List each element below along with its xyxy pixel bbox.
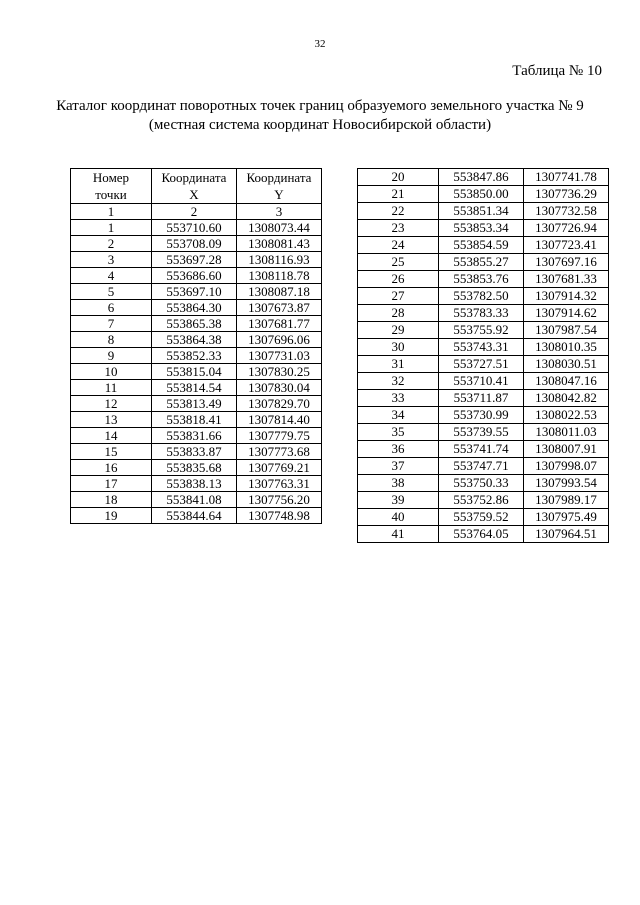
header-coord-y-line1: Координата — [246, 170, 312, 185]
coord-y-cell: 1308081.43 — [237, 236, 322, 252]
coord-x-cell: 553831.66 — [152, 428, 237, 444]
column-number-row — [71, 204, 322, 220]
coord-y-cell: 1307914.62 — [524, 305, 609, 322]
header-row — [71, 169, 322, 204]
point-number-cell: 3 — [71, 252, 152, 268]
point-number-cell: 41 — [358, 526, 439, 543]
table-row — [71, 508, 322, 524]
coord-y-cell: 1307830.04 — [237, 380, 322, 396]
point-number-cell: 20 — [358, 169, 439, 186]
table-row — [71, 284, 322, 300]
coord-x-cell: 553833.87 — [152, 444, 237, 460]
coord-y-cell: 1308118.78 — [237, 268, 322, 284]
header-point-number — [71, 169, 152, 204]
coord-y-cell: 1307829.70 — [237, 396, 322, 412]
coord-y-cell: 1307964.51 — [524, 526, 609, 543]
point-number-cell: 16 — [71, 460, 152, 476]
coordinates-table-left — [70, 168, 322, 524]
table-row — [358, 322, 609, 339]
coord-x-cell: 553853.34 — [439, 220, 524, 237]
coord-y-cell: 1307681.77 — [237, 316, 322, 332]
coord-y-cell: 1307975.49 — [524, 509, 609, 526]
table-row — [358, 169, 609, 186]
table-row — [358, 492, 609, 509]
coord-x-cell: 553864.30 — [152, 300, 237, 316]
coord-x-cell: 553730.99 — [439, 407, 524, 424]
table-row — [358, 186, 609, 203]
coord-y-cell: 1308011.03 — [524, 424, 609, 441]
coord-y-cell: 1308087.18 — [237, 284, 322, 300]
point-number-cell: 6 — [71, 300, 152, 316]
header-coord-x-line1: Координата — [161, 170, 227, 185]
point-number-cell: 29 — [358, 322, 439, 339]
coord-x-cell: 553747.71 — [439, 458, 524, 475]
table-row — [358, 305, 609, 322]
table-row — [358, 390, 609, 407]
column-number-2: 2 — [152, 204, 237, 220]
coord-x-cell: 553711.87 — [439, 390, 524, 407]
table-row — [358, 441, 609, 458]
coord-x-cell: 553854.59 — [439, 237, 524, 254]
coord-y-cell: 1307696.06 — [237, 332, 322, 348]
table-row — [71, 444, 322, 460]
coord-x-cell: 553847.86 — [439, 169, 524, 186]
coord-y-cell: 1307987.54 — [524, 322, 609, 339]
coord-x-cell: 553782.50 — [439, 288, 524, 305]
point-number-cell: 25 — [358, 254, 439, 271]
coord-x-cell: 553708.09 — [152, 236, 237, 252]
header-coord-x — [152, 169, 237, 204]
coord-y-cell: 1307726.94 — [524, 220, 609, 237]
coord-y-cell: 1307736.29 — [524, 186, 609, 203]
table-row — [358, 237, 609, 254]
coord-y-cell: 1307756.20 — [237, 492, 322, 508]
table-row — [71, 380, 322, 396]
coord-y-cell: 1307773.68 — [237, 444, 322, 460]
coordinates-table-right — [357, 168, 609, 543]
table-row — [71, 428, 322, 444]
point-number-cell: 11 — [71, 380, 152, 396]
page-number: 32 — [314, 38, 326, 50]
table-row — [71, 316, 322, 332]
coord-y-cell: 1307993.54 — [524, 475, 609, 492]
point-number-cell: 9 — [71, 348, 152, 364]
coord-x-cell: 553739.55 — [439, 424, 524, 441]
table-row — [71, 220, 322, 236]
coord-x-cell: 553841.08 — [152, 492, 237, 508]
coord-x-cell: 553710.41 — [439, 373, 524, 390]
column-number-3: 3 — [237, 204, 322, 220]
point-number-cell: 35 — [358, 424, 439, 441]
point-number-cell: 40 — [358, 509, 439, 526]
table-row — [71, 236, 322, 252]
point-number-cell: 7 — [71, 316, 152, 332]
table-row — [71, 300, 322, 316]
point-number-cell: 21 — [358, 186, 439, 203]
table-row — [358, 458, 609, 475]
coord-y-cell: 1308073.44 — [237, 220, 322, 236]
coord-x-cell: 553851.34 — [439, 203, 524, 220]
coord-y-cell: 1307998.07 — [524, 458, 609, 475]
coord-x-cell: 553697.10 — [152, 284, 237, 300]
table-row — [358, 509, 609, 526]
coord-x-cell: 553852.33 — [152, 348, 237, 364]
coord-y-cell: 1308022.53 — [524, 407, 609, 424]
table-row — [71, 492, 322, 508]
point-number-cell: 4 — [71, 268, 152, 284]
point-number-cell: 12 — [71, 396, 152, 412]
header-point-number-line1: Номер — [92, 170, 130, 185]
header-point-number-line2: точки — [95, 187, 127, 202]
coord-y-cell: 1307732.58 — [524, 203, 609, 220]
table-row — [358, 356, 609, 373]
table-row — [358, 288, 609, 305]
point-number-cell: 26 — [358, 271, 439, 288]
table-title — [0, 97, 640, 135]
coord-x-cell: 553844.64 — [152, 508, 237, 524]
coord-x-cell: 553818.41 — [152, 412, 237, 428]
point-number-cell: 32 — [358, 373, 439, 390]
coord-y-cell: 1307723.41 — [524, 237, 609, 254]
coord-y-cell: 1308042.82 — [524, 390, 609, 407]
coord-y-cell: 1307763.31 — [237, 476, 322, 492]
point-number-cell: 8 — [71, 332, 152, 348]
coord-x-cell: 553764.05 — [439, 526, 524, 543]
point-number-cell: 17 — [71, 476, 152, 492]
point-number-cell: 2 — [71, 236, 152, 252]
table-row — [358, 475, 609, 492]
coord-y-cell: 1308010.35 — [524, 339, 609, 356]
point-number-cell: 37 — [358, 458, 439, 475]
coord-y-cell: 1307779.75 — [237, 428, 322, 444]
coord-x-cell: 553814.54 — [152, 380, 237, 396]
table-row — [358, 339, 609, 356]
left-table-body — [71, 220, 322, 524]
point-number-cell: 22 — [358, 203, 439, 220]
point-number-cell: 33 — [358, 390, 439, 407]
column-number-1: 1 — [71, 204, 152, 220]
coord-x-cell: 553727.51 — [439, 356, 524, 373]
table-row — [358, 407, 609, 424]
coord-y-cell: 1307748.98 — [237, 508, 322, 524]
point-number-cell: 39 — [358, 492, 439, 509]
table-row — [358, 220, 609, 237]
coord-x-cell: 553743.31 — [439, 339, 524, 356]
point-number-cell: 5 — [71, 284, 152, 300]
point-number-cell: 36 — [358, 441, 439, 458]
table-row — [71, 460, 322, 476]
coord-x-cell: 553864.38 — [152, 332, 237, 348]
coord-x-cell: 553815.04 — [152, 364, 237, 380]
table-row — [71, 364, 322, 380]
coord-x-cell: 553835.68 — [152, 460, 237, 476]
point-number-cell: 18 — [71, 492, 152, 508]
table-row — [358, 424, 609, 441]
right-table-body — [358, 169, 609, 543]
coord-y-cell: 1307769.21 — [237, 460, 322, 476]
point-number-cell: 27 — [358, 288, 439, 305]
table-label: Таблица № 10 — [512, 63, 602, 79]
header-coord-y — [237, 169, 322, 204]
coord-x-cell: 553783.33 — [439, 305, 524, 322]
coord-x-cell: 553741.74 — [439, 441, 524, 458]
coord-y-cell: 1308116.93 — [237, 252, 322, 268]
point-number-cell: 24 — [358, 237, 439, 254]
point-number-cell: 19 — [71, 508, 152, 524]
table-row — [71, 476, 322, 492]
point-number-cell: 31 — [358, 356, 439, 373]
coord-y-cell: 1308030.51 — [524, 356, 609, 373]
coord-y-cell: 1308007.91 — [524, 441, 609, 458]
coord-x-cell: 553750.33 — [439, 475, 524, 492]
table-row — [358, 271, 609, 288]
coord-y-cell: 1307673.87 — [237, 300, 322, 316]
point-number-cell: 28 — [358, 305, 439, 322]
coord-x-cell: 553850.00 — [439, 186, 524, 203]
coord-y-cell: 1307814.40 — [237, 412, 322, 428]
coord-y-cell: 1307741.78 — [524, 169, 609, 186]
table-row — [358, 373, 609, 390]
title-line-1: Каталог координат поворотных точек границ образуемого земельного участка № 9 — [56, 98, 584, 114]
coord-x-cell: 553710.60 — [152, 220, 237, 236]
coord-x-cell: 553755.92 — [439, 322, 524, 339]
point-number-cell: 14 — [71, 428, 152, 444]
coord-x-cell: 553838.13 — [152, 476, 237, 492]
point-number-cell: 1 — [71, 220, 152, 236]
table-row — [358, 254, 609, 271]
table-row — [358, 526, 609, 543]
table-row — [71, 332, 322, 348]
coord-y-cell: 1307830.25 — [237, 364, 322, 380]
table-row — [71, 348, 322, 364]
header-coord-x-line2: X — [189, 187, 199, 202]
coord-y-cell: 1307989.17 — [524, 492, 609, 509]
coord-x-cell: 553686.60 — [152, 268, 237, 284]
table-row — [71, 396, 322, 412]
point-number-cell: 34 — [358, 407, 439, 424]
coord-x-cell: 553697.28 — [152, 252, 237, 268]
coord-y-cell: 1308047.16 — [524, 373, 609, 390]
table-row — [71, 268, 322, 284]
point-number-cell: 23 — [358, 220, 439, 237]
point-number-cell: 13 — [71, 412, 152, 428]
point-number-cell: 15 — [71, 444, 152, 460]
coord-y-cell: 1307731.03 — [237, 348, 322, 364]
point-number-cell: 10 — [71, 364, 152, 380]
table-row — [358, 203, 609, 220]
coord-x-cell: 553813.49 — [152, 396, 237, 412]
title-line-2: (местная система координат Новосибирской области) — [148, 117, 492, 133]
coord-y-cell: 1307697.16 — [524, 254, 609, 271]
coord-y-cell: 1307681.33 — [524, 271, 609, 288]
coord-x-cell: 553752.86 — [439, 492, 524, 509]
point-number-cell: 38 — [358, 475, 439, 492]
coord-x-cell: 553853.76 — [439, 271, 524, 288]
coord-x-cell: 553865.38 — [152, 316, 237, 332]
table-row — [71, 412, 322, 428]
coord-x-cell: 553759.52 — [439, 509, 524, 526]
coord-x-cell: 553855.27 — [439, 254, 524, 271]
table-row — [71, 252, 322, 268]
coord-y-cell: 1307914.32 — [524, 288, 609, 305]
point-number-cell: 30 — [358, 339, 439, 356]
header-coord-y-line2: Y — [274, 187, 284, 202]
